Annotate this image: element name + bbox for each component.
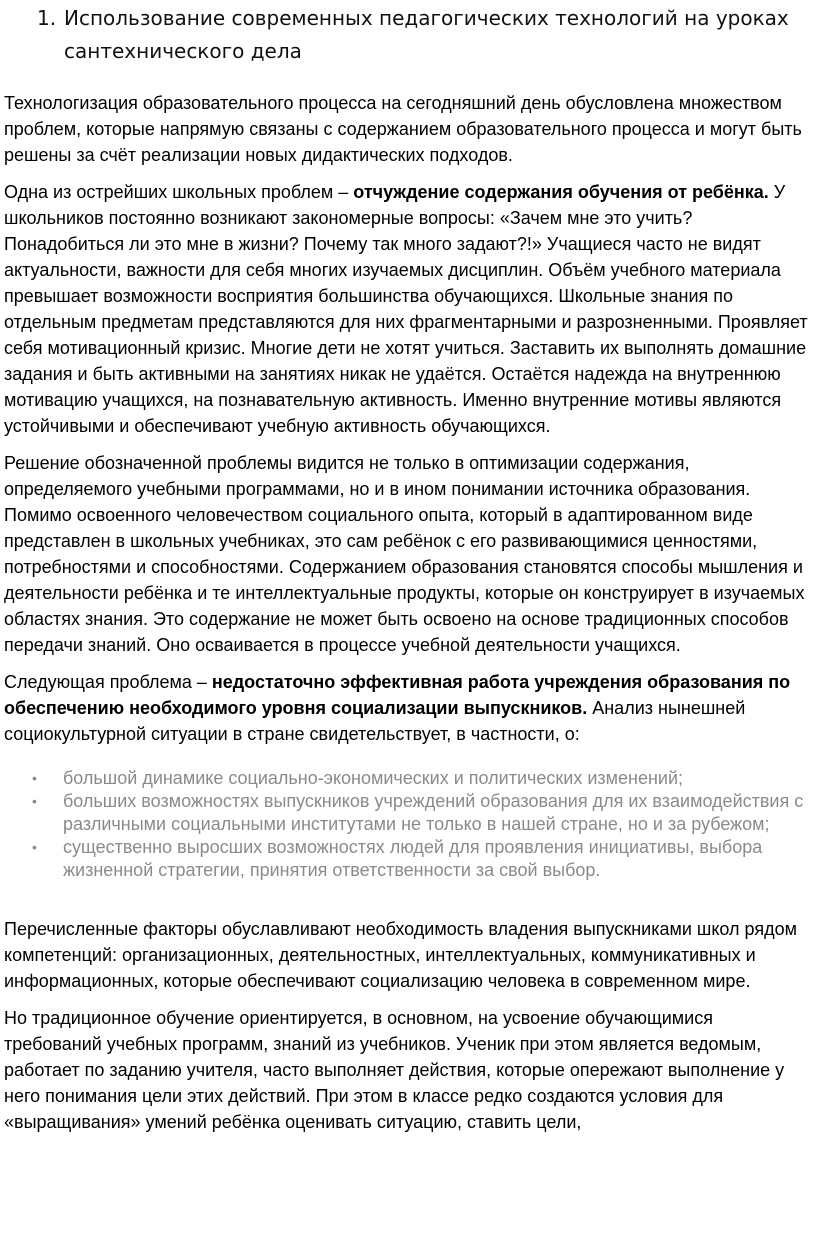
bullet-icon: • xyxy=(32,839,37,855)
paragraph-socialization-problem xyxy=(4,669,814,747)
list-item xyxy=(0,790,815,836)
heading-title: Использование современных педагогических технологий на уроках сантехнического дела xyxy=(64,6,789,63)
heading-number: 1. xyxy=(37,6,57,30)
bullet-icon: • xyxy=(32,793,37,809)
paragraph-lead-text: Одна из острейших школьных проблем – xyxy=(4,182,354,202)
bullet-list xyxy=(0,767,816,882)
paragraph-bold-emphasis: отчуждение содержания обучения от ребёнка. xyxy=(353,182,769,202)
list-item-text: существенно выросших возможностях людей для проявления инициативы, выбора жизненной стратегии, принятия ответственности за свой выбор. xyxy=(63,837,763,880)
section-heading xyxy=(37,2,816,68)
paragraph-traditional-learning: Но традиционное обучение ориентируется, в основном, на усвоение обучающимися требований учебных программ, знаний из учебников. Ученик при этом является ведомым, работает по заданию учителя, часто выполняет действия, которые опережают выполнение у него понимания цели этих действий. При этом в классе редко создаются условия для «выращивания» умений ребёнка оценивать ситуацию, ставить цели, xyxy=(4,1008,785,1132)
paragraph-body-text: Анализ нынешней социокультурной ситуации в стране свидетельствует, в частности, о: xyxy=(4,698,746,744)
list-item xyxy=(0,767,815,790)
paragraph-technologization: Технологизация образовательного процесса на сегодняшний день обусловлена множеством проблем, которые напрямую связаны с содержанием образовательного процесса и могут быть решены за счёт реализации новых дидактических подходов. xyxy=(4,93,802,165)
paragraph-bold-emphasis: недостаточно эффективная работа учреждения образования по обеспечению необходимого уровня социализации выпускников. xyxy=(4,672,791,718)
bullet-icon: • xyxy=(32,770,37,786)
paragraph-body-text: У школьников постоянно возникают закономерные вопросы: «Зачем мне это учить? Понадобиться ли это мне в жизни? Почему так много задают?!» Учащиеся часто не видят актуальности, важности для себя многих изучаемых дисциплин. Объём учебного материала превышает возможности восприятия большинства обучающихся. Школьные знания по отдельным предметам представляются для них фрагментарными и разрозненными. Проявляет себя мотивационный кризис. Многие дети не хотят учиться. Заставить их выполнять домашние задания и быть активными на занятиях никак не удаётся. Остаётся надежда на внутреннюю мотивацию учащихся, на познавательную активность. Именно внутренние мотивы являются устойчивыми и обеспечивают учебную активность обучающихся. xyxy=(4,182,808,436)
paragraph-competencies: Перечисленные факторы обуславливают необходимость владения выпускниками школ рядом компетенций: организационных, деятельностных, интеллектуальных, коммуникативных и информационных, которые обеспечивают социализацию человека в современном мире. xyxy=(4,919,797,991)
paragraph-lead-text: Следующая проблема – xyxy=(4,672,212,692)
list-item xyxy=(0,836,815,882)
list-item-text: большой динамике социально-экономических и политических изменений; xyxy=(63,768,684,788)
paragraph-solution: Решение обозначенной проблемы видится не только в оптимизации содержания, определяемого учебными программами, но и в ином понимании источника образования. Помимо освоенного человечеством социального опыта, который в адаптированном виде представлен в школьных учебниках, это сам ребёнок с его развивающимися ценностями, потребностями и способностями. Содержанием образования становятся способы мышления и деятельности ребёнка и те интеллектуальные продукты, которые он конструирует в изучаемых областях знания. Это содержание не может быть освоено на основе традиционных способов передачи знаний. Оно осваивается в процессе учебной деятельности учащихся. xyxy=(4,453,805,655)
paragraph-alienation-problem xyxy=(4,179,814,439)
list-item-text: больших возможностях выпускников учреждений образования для их взаимодействия с различными социальными институтами не только в нашей стране, но и за рубежом; xyxy=(63,791,804,834)
